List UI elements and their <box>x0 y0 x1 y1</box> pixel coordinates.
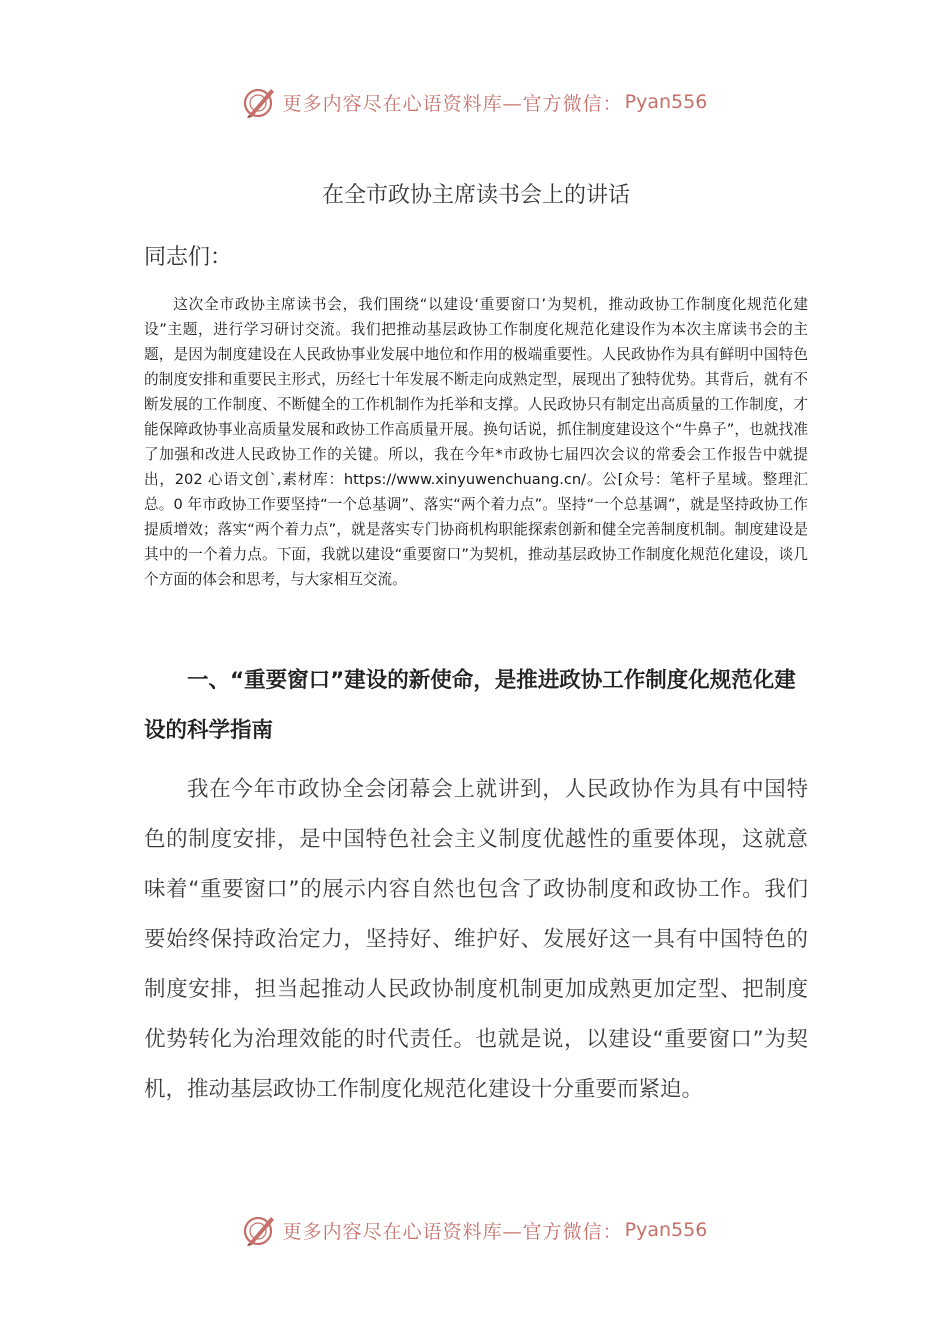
watermark-text: 更多内容尽在心语资料库—官方微信： <box>282 92 623 115</box>
footer-watermark <box>0 1210 950 1250</box>
salutation: 同志们： <box>144 245 233 270</box>
section-body-1: 我在今年市政协全会闭幕会上就讲到，人民政协作为具有中国特色的制度安排，是中国特色社会主义制度优越性的重要体现，这就意味着“重要窗口”的展示内容自然也包含了政协制度和政协工作。我们要始终保持政治定力，坚持好、维护好、发展好这一具有中国特色的制度安排，担当起推动人民政协制度机制更加成熟更加定型、把制度优势转化为治理效能的时代责任。也就是说，以建设“重要窗口”为契机，推动基层政协工作制度化规范化建设十分重要而紧迫。 <box>144 777 808 1102</box>
document-title: 在全市政协主席读书会上的讲话 <box>321 183 630 208</box>
section-heading-1: 一、“重要窗口”建设的新使命，是推进政协工作制度化规范化建设的科学指南 <box>144 668 796 743</box>
pen-logo-icon <box>243 1213 277 1247</box>
watermark-wechat-id: Pyan556 <box>624 91 708 113</box>
watermark-wechat-id: Pyan556 <box>624 1219 708 1241</box>
intro-paragraph: 这次全市政协主席读书会，我们围绕“以建设‘重要窗口’为契机，推动政协工作制度化规范化建设”主题，进行学习研讨交流。我们把推动基层政协工作制度化规范化建设作为本次主席读书会的主题，是因为制度建设在人民政协事业发展中地位和作用的极端重要性。人民政协作为具有鲜明中国特色的制度安排和重要民主形式，历经七十年发展不断走向成熟定型，展现出了独特优势。其背后，就有不断发展的工作制度、不断健全的工作机制作为托举和支撑。人民政协只有制定出高质量的工作制度，才能保障政协事业高质量发展和政协工作高质量开展。换句话说，抓住制度建设这个“牛鼻子”，也就找准了加强和改进人民政协工作的关键。所以，我在今年*市政协七届四次会议的常委会工作报告中就提出，202 心语文创`,素材库：https://www.xinyuwenchuang.cn/。公[众号：笔杆子星域。整理汇总。0 年市政协工作要坚持“一个总基调”、落实“两个着力点”。坚持“一个总基调”，就是坚持政协工作提质增效；落实“两个着力点”，就是落实专门协商机构职能探索创新和健全完善制度机制。制度建设是其中的一个着力点。下面，我就以建设“重要窗口”为契机，推动基层政协工作制度化规范化建设，谈几个方面的体会和思考，与大家相互交流。 <box>144 296 808 588</box>
header-watermark <box>0 82 950 122</box>
pen-logo-icon <box>243 85 277 119</box>
watermark-text: 更多内容尽在心语资料库—官方微信： <box>282 1220 623 1243</box>
